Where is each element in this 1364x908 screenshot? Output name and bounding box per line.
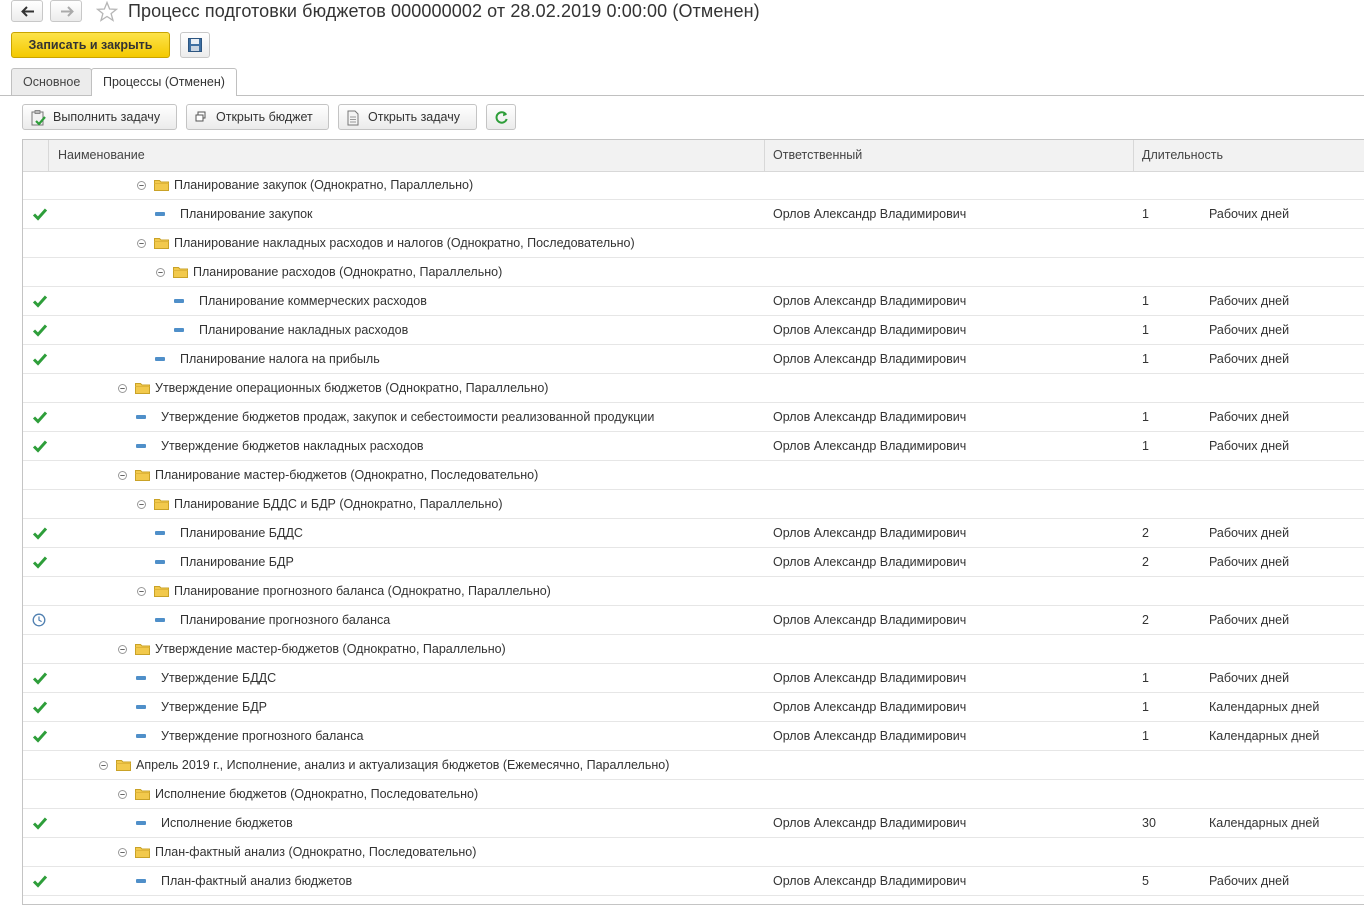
checkmark-icon: [32, 352, 48, 366]
checkmark-icon: [32, 526, 48, 540]
responsible-cell: Орлов Александр Владимирович: [773, 294, 967, 308]
duration-cell: 1: [1142, 207, 1149, 221]
task-name: Утверждение БДДС: [161, 671, 277, 685]
responsible-cell: Орлов Александр Владимирович: [773, 729, 967, 743]
title-bar: [0, 0, 1364, 24]
checkmark-icon: [32, 700, 48, 714]
folder-icon: [135, 846, 150, 858]
folder-icon: [135, 382, 150, 394]
task-icon: [155, 357, 165, 361]
task-name: Планирование коммерческих расходов: [199, 294, 427, 308]
group-name: Апрель 2019 г., Исполнение, анализ и актуализация бюджетов (Ежемесячно, Параллельно): [136, 758, 670, 772]
column-header-responsible[interactable]: Ответственный: [773, 148, 863, 162]
checkmark-icon: [32, 816, 48, 830]
checkmark-icon: [32, 671, 48, 685]
task-icon: [136, 821, 146, 825]
group-name: Утверждение мастер-бюджетов (Однократно, Параллельно): [155, 642, 506, 656]
arrow-left-icon: [21, 6, 35, 17]
checkmark-icon: [32, 874, 48, 888]
task-name: Планирование прогнозного баланса: [180, 613, 391, 627]
group-name: Планирование прогнозного баланса (Однократно, Параллельно): [174, 584, 551, 598]
table-row[interactable]: [23, 838, 1364, 867]
folder-icon: [154, 585, 169, 597]
folder-icon: [135, 788, 150, 800]
task-name: План-фактный анализ бюджетов: [161, 874, 353, 888]
table-row[interactable]: [23, 664, 1364, 693]
folder-icon: [116, 759, 131, 771]
table-row[interactable]: [23, 432, 1364, 461]
table-row[interactable]: [23, 490, 1364, 519]
duration-unit-cell: Рабочих дней: [1209, 555, 1290, 569]
table-row[interactable]: [23, 635, 1364, 664]
task-name: Утверждение бюджетов продаж, закупок и себестоимости реализованной продукции: [161, 410, 655, 424]
duration-cell: 1: [1142, 323, 1149, 337]
open-window-icon: [194, 110, 208, 124]
duration-unit-cell: Календарных дней: [1209, 816, 1320, 830]
task-icon: [155, 212, 165, 216]
folder-icon: [173, 266, 188, 278]
checkmark-icon: [32, 294, 48, 308]
table-row[interactable]: [23, 780, 1364, 809]
responsible-cell: Орлов Александр Владимирович: [773, 526, 967, 540]
duration-cell: 1: [1142, 671, 1149, 685]
task-icon: [174, 328, 184, 332]
refresh-button[interactable]: [486, 104, 516, 130]
collapse-minus-icon[interactable]: [118, 790, 127, 799]
table-row[interactable]: [23, 461, 1364, 490]
star-icon[interactable]: [96, 1, 118, 22]
group-name: Планирование расходов (Однократно, Параллельно): [193, 265, 503, 279]
group-name: Планирование закупок (Однократно, Параллельно): [174, 178, 474, 192]
table-row[interactable]: [23, 867, 1364, 896]
checkmark-icon: [32, 439, 48, 453]
task-name: Утверждение бюджетов накладных расходов: [161, 439, 424, 453]
folder-icon: [154, 237, 169, 249]
processes-table: [22, 139, 1364, 905]
task-name: Планирование закупок: [180, 207, 313, 221]
task-icon: [136, 705, 146, 709]
collapse-minus-icon[interactable]: [137, 500, 146, 509]
table-row[interactable]: [23, 258, 1364, 287]
collapse-minus-icon[interactable]: [137, 181, 146, 190]
folder-icon: [154, 498, 169, 510]
duration-unit-cell: Календарных дней: [1209, 700, 1320, 714]
header-separator: [1133, 140, 1134, 171]
arrow-right-icon: [60, 6, 74, 17]
task-name: Исполнение бюджетов: [161, 816, 293, 830]
table-row[interactable]: [23, 722, 1364, 751]
duration-cell: 1: [1142, 700, 1149, 714]
task-name: Планирование налога на прибыль: [180, 352, 380, 366]
table-row[interactable]: [23, 316, 1364, 345]
tab-processes[interactable]: Процессы (Отменен): [91, 68, 237, 96]
duration-unit-cell: Рабочих дней: [1209, 352, 1290, 366]
checkmark-icon: [32, 729, 48, 743]
group-name: План-фактный анализ (Однократно, Последовательно): [155, 845, 477, 859]
execute-task-button[interactable]: [22, 104, 177, 130]
responsible-cell: Орлов Александр Владимирович: [773, 352, 967, 366]
responsible-cell: Орлов Александр Владимирович: [773, 207, 967, 221]
header-separator: [48, 140, 49, 171]
table-row[interactable]: [23, 374, 1364, 403]
duration-unit-cell: Календарных дней: [1209, 729, 1320, 743]
task-name: Планирование БДР: [180, 555, 294, 569]
duration-unit-cell: Рабочих дней: [1209, 294, 1290, 308]
responsible-cell: Орлов Александр Владимирович: [773, 700, 967, 714]
duration-cell: 1: [1142, 352, 1149, 366]
back-button[interactable]: [11, 0, 43, 22]
collapse-minus-icon[interactable]: [118, 645, 127, 654]
open-budget-label: Открыть бюджет: [216, 110, 313, 124]
responsible-cell: Орлов Александр Владимирович: [773, 555, 967, 569]
duration-cell: 2: [1142, 555, 1149, 569]
duration-unit-cell: Рабочих дней: [1209, 439, 1290, 453]
open-budget-button[interactable]: [186, 104, 329, 130]
open-task-label: Открыть задачу: [368, 110, 460, 124]
task-icon: [136, 734, 146, 738]
task-icon: [155, 531, 165, 535]
folder-icon: [154, 179, 169, 191]
duration-unit-cell: Рабочих дней: [1209, 410, 1290, 424]
task-icon: [136, 415, 146, 419]
table-row[interactable]: [23, 606, 1364, 635]
column-header-duration[interactable]: Длительность: [1142, 148, 1224, 162]
document-icon: [346, 110, 360, 126]
duration-cell: 1: [1142, 439, 1149, 453]
table-row[interactable]: [23, 577, 1364, 606]
duration-unit-cell: Рабочих дней: [1209, 874, 1290, 888]
collapse-minus-icon[interactable]: [99, 761, 108, 770]
duration-cell: 1: [1142, 410, 1149, 424]
active-tab-gap: [92, 94, 236, 96]
table-row[interactable]: [23, 548, 1364, 577]
open-task-button[interactable]: [338, 104, 477, 130]
duration-unit-cell: Рабочих дней: [1209, 207, 1290, 221]
task-name: Утверждение прогнозного баланса: [161, 729, 364, 743]
duration-unit-cell: Рабочих дней: [1209, 526, 1290, 540]
header-separator: [764, 140, 765, 171]
task-icon: [174, 299, 184, 303]
collapse-minus-icon[interactable]: [137, 239, 146, 248]
group-name: Утверждение операционных бюджетов (Однократно, Параллельно): [155, 381, 549, 395]
collapse-minus-icon[interactable]: [118, 848, 127, 857]
responsible-cell: Орлов Александр Владимирович: [773, 613, 967, 627]
group-name: Исполнение бюджетов (Однократно, Последовательно): [155, 787, 479, 801]
responsible-cell: Орлов Александр Владимирович: [773, 874, 967, 888]
duration-unit-cell: Рабочих дней: [1209, 613, 1290, 627]
duration-cell: 30: [1142, 816, 1156, 830]
floppy-disk-icon: [188, 38, 202, 52]
task-name: Планирование БДДС: [180, 526, 303, 540]
table-row[interactable]: [23, 345, 1364, 374]
table-row[interactable]: [23, 751, 1364, 780]
tab-main[interactable]: Основное: [11, 68, 92, 95]
collapse-minus-icon[interactable]: [137, 587, 146, 596]
task-icon: [155, 618, 165, 622]
task-icon: [155, 560, 165, 564]
collapse-minus-icon[interactable]: [156, 268, 165, 277]
duration-unit-cell: Рабочих дней: [1209, 323, 1290, 337]
forward-button[interactable]: [50, 0, 82, 22]
table-row[interactable]: [23, 171, 1364, 200]
task-name: Утверждение БДР: [161, 700, 267, 714]
clock-icon: [32, 613, 46, 627]
responsible-cell: Орлов Александр Владимирович: [773, 671, 967, 685]
checkmark-icon: [32, 555, 48, 569]
table-row[interactable]: [23, 229, 1364, 258]
responsible-cell: Орлов Александр Владимирович: [773, 439, 967, 453]
responsible-cell: Орлов Александр Владимирович: [773, 323, 967, 337]
duration-unit-cell: Рабочих дней: [1209, 671, 1290, 685]
table-header: [23, 140, 1364, 172]
checkmark-icon: [32, 323, 48, 337]
folder-icon: [135, 643, 150, 655]
group-name: Планирование мастер-бюджетов (Однократно, Последовательно): [155, 468, 539, 482]
table-row[interactable]: [23, 693, 1364, 722]
checkmark-icon: [32, 207, 48, 221]
group-name: Планирование БДДС и БДР (Однократно, Параллельно): [174, 497, 503, 511]
checkmark-icon: [32, 410, 48, 424]
task-icon: [136, 879, 146, 883]
task-icon: [136, 444, 146, 448]
table-row[interactable]: [23, 519, 1364, 548]
group-name: Планирование накладных расходов и налогов (Однократно, Последовательно): [174, 236, 635, 250]
table-row[interactable]: [23, 403, 1364, 432]
responsible-cell: Орлов Александр Владимирович: [773, 816, 967, 830]
collapse-minus-icon[interactable]: [118, 471, 127, 480]
duration-cell: 1: [1142, 294, 1149, 308]
task-name: Планирование накладных расходов: [199, 323, 409, 337]
table-row[interactable]: [23, 287, 1364, 316]
duration-cell: 2: [1142, 526, 1149, 540]
column-header-name[interactable]: Наименование: [58, 148, 145, 162]
folder-icon: [135, 469, 150, 481]
collapse-minus-icon[interactable]: [118, 384, 127, 393]
save-button[interactable]: [180, 32, 210, 58]
table-row[interactable]: [23, 809, 1364, 838]
responsible-cell: Орлов Александр Владимирович: [773, 410, 967, 424]
save-and-close-button[interactable]: Записать и закрыть: [11, 32, 170, 58]
table-row[interactable]: [23, 200, 1364, 229]
duration-cell: 5: [1142, 874, 1149, 888]
task-icon: [136, 676, 146, 680]
clipboard-check-icon: [30, 110, 46, 126]
execute-task-label: Выполнить задачу: [53, 110, 161, 124]
duration-cell: 1: [1142, 729, 1149, 743]
duration-cell: 2: [1142, 613, 1149, 627]
page-title: Процесс подготовки бюджетов 000000002 от 28.02.2019 0:00:00 (Отменен): [128, 1, 760, 21]
refresh-icon: [494, 110, 509, 125]
